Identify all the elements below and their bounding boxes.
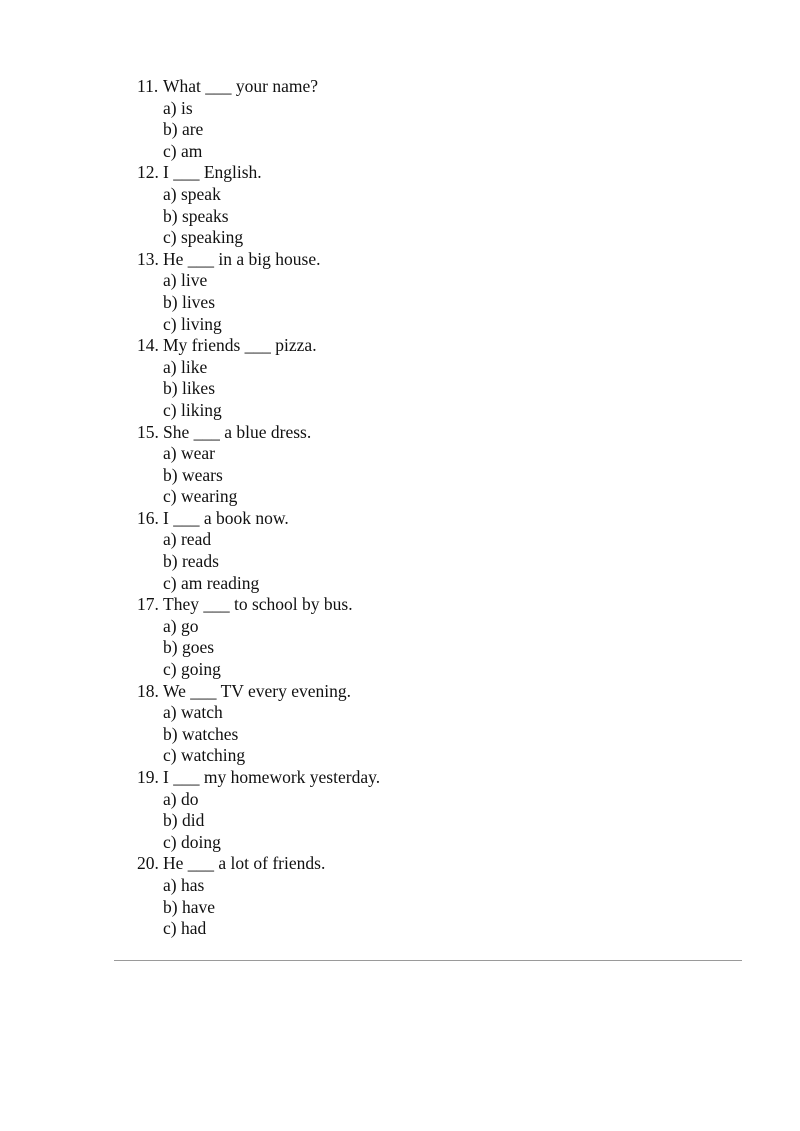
question-line xyxy=(137,76,380,98)
option-b: b) have xyxy=(163,896,215,917)
question-item xyxy=(137,594,380,680)
question-text: I ___ a book now. xyxy=(163,507,289,528)
option-c: c) am xyxy=(163,140,203,161)
question-number: 18. xyxy=(137,680,159,701)
question-item xyxy=(137,249,380,335)
option-list xyxy=(137,616,380,681)
option-list xyxy=(137,875,380,940)
question-item xyxy=(137,767,380,853)
option-c: c) liking xyxy=(163,399,222,420)
question-text: I ___ English. xyxy=(163,162,262,183)
question-item xyxy=(137,422,380,508)
option-c: c) am reading xyxy=(163,572,260,593)
option-a: a) speak xyxy=(163,183,221,204)
option-list xyxy=(137,270,380,335)
question-number: 13. xyxy=(137,248,159,269)
question-text: They ___ to school by bus. xyxy=(163,594,353,615)
question-text: I ___ my homework yesterday. xyxy=(163,767,381,787)
option-c: c) speaking xyxy=(163,227,244,248)
question-line xyxy=(137,681,380,703)
option-c: c) doing xyxy=(163,831,221,852)
question-line xyxy=(137,853,380,875)
option-b: b) wears xyxy=(163,464,223,485)
question-item xyxy=(137,76,380,162)
question-item xyxy=(137,335,380,421)
option-c: c) going xyxy=(163,659,221,680)
question-item xyxy=(137,681,380,767)
question-item xyxy=(137,853,380,939)
question-number: 20. xyxy=(137,853,159,874)
question-line xyxy=(137,335,380,357)
question-number: 19. xyxy=(137,767,159,787)
option-c: c) had xyxy=(163,918,207,939)
question-text: My friends ___ pizza. xyxy=(163,335,317,356)
question-line xyxy=(137,508,380,530)
option-b: b) goes xyxy=(163,637,215,658)
option-c: c) wearing xyxy=(163,486,238,507)
question-text: He ___ a lot of friends. xyxy=(163,853,326,874)
question-item xyxy=(137,508,380,594)
option-a: a) is xyxy=(163,97,193,118)
option-c: c) watching xyxy=(163,745,246,766)
option-a: a) live xyxy=(163,270,208,291)
question-number: 15. xyxy=(137,421,159,442)
option-a: a) has xyxy=(163,874,205,895)
option-b: b) speaks xyxy=(163,205,229,226)
question-number: 12. xyxy=(137,162,159,183)
question-line xyxy=(137,594,380,616)
question-number: 11. xyxy=(137,76,159,96)
option-a: a) watch xyxy=(163,702,223,723)
question-line xyxy=(137,162,380,184)
option-a: a) read xyxy=(163,529,212,550)
option-a: a) like xyxy=(163,356,208,377)
question-text: He ___ in a big house. xyxy=(163,248,321,269)
option-b: b) are xyxy=(163,119,204,140)
question-list xyxy=(137,76,380,940)
option-b: b) watches xyxy=(163,723,239,744)
question-number: 17. xyxy=(137,594,159,615)
page-divider xyxy=(114,960,742,961)
option-list xyxy=(137,98,380,163)
option-b: b) likes xyxy=(163,378,216,399)
option-list xyxy=(137,184,380,249)
option-b: b) did xyxy=(163,810,205,831)
question-text: We ___ TV every evening. xyxy=(163,680,351,701)
question-text: What ___ your name? xyxy=(163,76,319,96)
option-b: b) reads xyxy=(163,551,219,572)
option-b: b) lives xyxy=(163,291,216,312)
option-list xyxy=(137,443,380,508)
question-line xyxy=(137,767,380,789)
question-number: 14. xyxy=(137,335,159,356)
option-list xyxy=(137,789,380,854)
option-a: a) wear xyxy=(163,443,215,464)
question-item xyxy=(137,162,380,248)
option-list xyxy=(137,357,380,422)
option-a: a) go xyxy=(163,615,199,636)
question-line xyxy=(137,249,380,271)
question-number: 16. xyxy=(137,507,159,528)
option-a: a) do xyxy=(163,788,199,809)
option-list xyxy=(137,529,380,594)
option-list xyxy=(137,702,380,767)
option-c: c) living xyxy=(163,313,222,334)
question-text: She ___ a blue dress. xyxy=(163,421,312,442)
question-line xyxy=(137,422,380,444)
